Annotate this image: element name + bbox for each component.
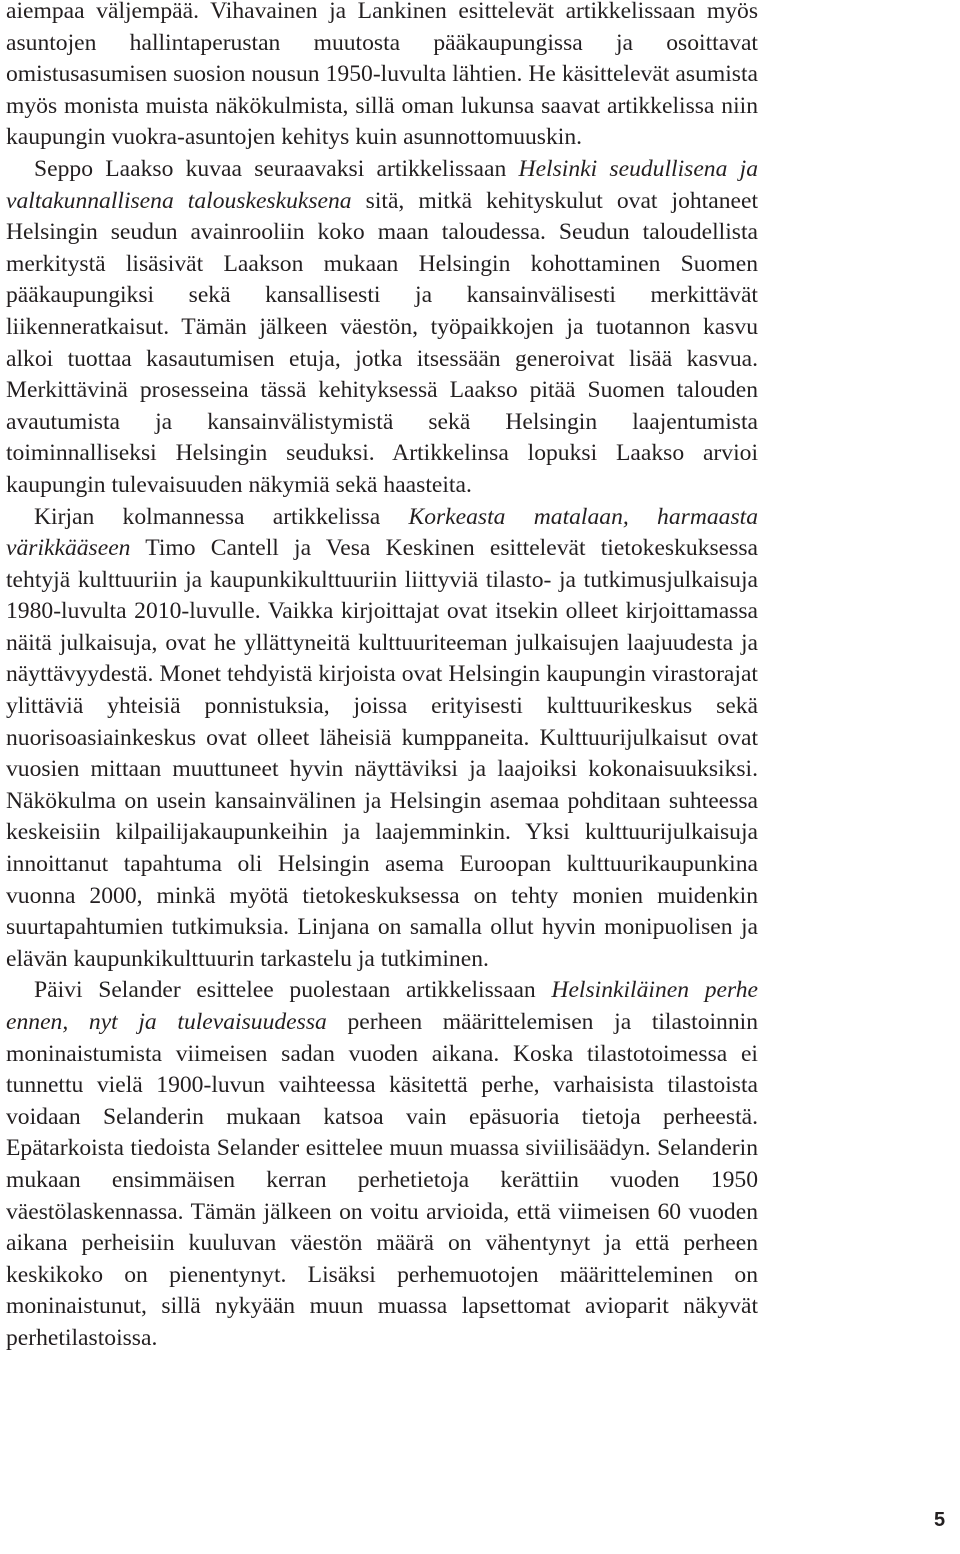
paragraph-2-text-start: Seppo Laakso kuvaa seuraavaksi artikkelissaan (34, 155, 519, 182)
paragraph-4-text-start: Päivi Selander esittelee puolestaan artikkelissaan (34, 977, 552, 1004)
article-title-italic: Helsinki seudullisena ja valtakunnallisena talouskeskuksena (6, 155, 759, 214)
paragraph-4-text-rest: perheen määrittelemisen ja tilastoinnin moninaistumista viimeisen sadan vuoden aikana. Koska tilastotoimessa ei tunnettu vielä 1900-luvun vaihteessa käsitettä perhe, varhaisista tilastoista voidaan Selanderin mukaan katsoa vain epäsuoria tietoja perheestä. Epätarkoista tiedoista Selander esittelee muun muassa siviilisäädyn. Selanderin mukaan ensimmäisen kerran perhetietoja kerättiin vuoden 1950 väestölaskennassa. Tämän jälkeen on voitu arvioida, että viimeisen 60 vuoden aikana perheisiin kuuluvan väestön määrä on vähentynyt ja että perheen keskikoko on pienentynyt. Lisäksi perhemuotojen määritteleminen on moninaistunut, sillä nykyään muun muassa lapsettomat avioparit näkyvät perhetilastoissa. (6, 1009, 758, 1351)
body-text-column (6, 0, 758, 1355)
paragraph-2-text-rest: sitä, mitkä kehityskulut ovat johtaneet Helsingin seudun avainrooliin koko maan taloudessa. Seudun taloudellista merkitystä lisäsivät Laakson mukaan Helsingin kohottaminen Suomen pääkaupungiksi sekä kansallisesti ja kansainvälisesti merkittävät liikenneratkaisut. Tämän jälkeen väestön, työpaikkojen ja tuotannon kasvu alkoi tuottaa kasautumisen etuja, jotka itsessään generoivat lisää kasvua. Merkittävinä prosesseina tässä kehityksessä Laakso pitää Suomen talouden avautumista ja kansainvälistymistä sekä Helsingin laajentumista toiminnalliseksi Helsingin seuduksi. Artikkelinsa lopuksi Laakso arvioi kaupungin tulevaisuuden näkymiä sekä haasteita. (6, 187, 758, 498)
paragraph-2 (6, 154, 758, 502)
article-title-italic: Helsinkiläinen perhe ennen, nyt ja tulevaisuudessa (6, 977, 758, 1035)
paragraph-3-text-start: Kirjan kolmannessa artikkelissa (34, 503, 409, 530)
paragraph-1 (6, 0, 758, 154)
paragraph-3-text-rest: Timo Cantell ja Vesa Keskinen esittelevät tietokeskuksessa tehtyjä kulttuuriin ja kaupunkikulttuuriin liittyviä tilasto- ja tutkimusjulkaisuja 1980-luvulta 2010-luvulle. Vaikka kirjoittajat ovat itsekin olleet kirjoittamassa näitä julkaisuja, ovat he yllättyneitä kulttuuriteeman julkaisujen laajuudesta ja näyttävyydestä. Monet tehdyistä kirjoista ovat Helsingin kaupungin virastorajat ylittäviä yhteisiä ponnistuksia, joissa erityisesti kulttuurikeskus sekä nuorisoasiainkeskus ovat olleet läheisiä kumppaneita. Kulttuurijulkaisut ovat vuosien mittaan muuttuneet hyvin näyttäviksi ja laajoiksi kokonaisuuksiksi. Näkökulma on usein kansainvälinen ja Helsingin asemaa pohditaan suhteessa keskeisiin kilpailijakaupunkeihin ja laajemminkin. Yksi kulttuurijulkaisuja innoittanut tapahtuma oli Helsingin asema Euroopan kulttuurikaupunkina vuonna 2000, minkä myötä tietokeskuksessa on tehty monien muidenkin suurtapahtumien tutkimuksia. Linjana on samalla ollut hyvin monipuolisen ja elävän kaupunkikulttuurin tarkastelu ja tutkiminen. (6, 535, 758, 972)
paragraph-4 (6, 975, 758, 1354)
paragraph-1-text: aiempaa väljempää. Vihavainen ja Lankinen esittelevät artikkelissaan myös asuntojen hallintaperustan muutosta pääkaupungissa ja osoittavat omistusasumisen suosion nousun 1950-luvulta lähtien. He käsittelevät asumista myös monista muista näkökulmista, sillä oman lukunsa saavat artikkelissa niin kaupungin vuokra-asuntojen kehitys kuin asunnottomuuskin. (6, 0, 758, 151)
page-number: 5 (934, 1509, 946, 1531)
paragraph-3 (6, 502, 758, 976)
article-title-italic: Korkeasta matalaan, harmaasta värikkääseen (6, 503, 759, 562)
